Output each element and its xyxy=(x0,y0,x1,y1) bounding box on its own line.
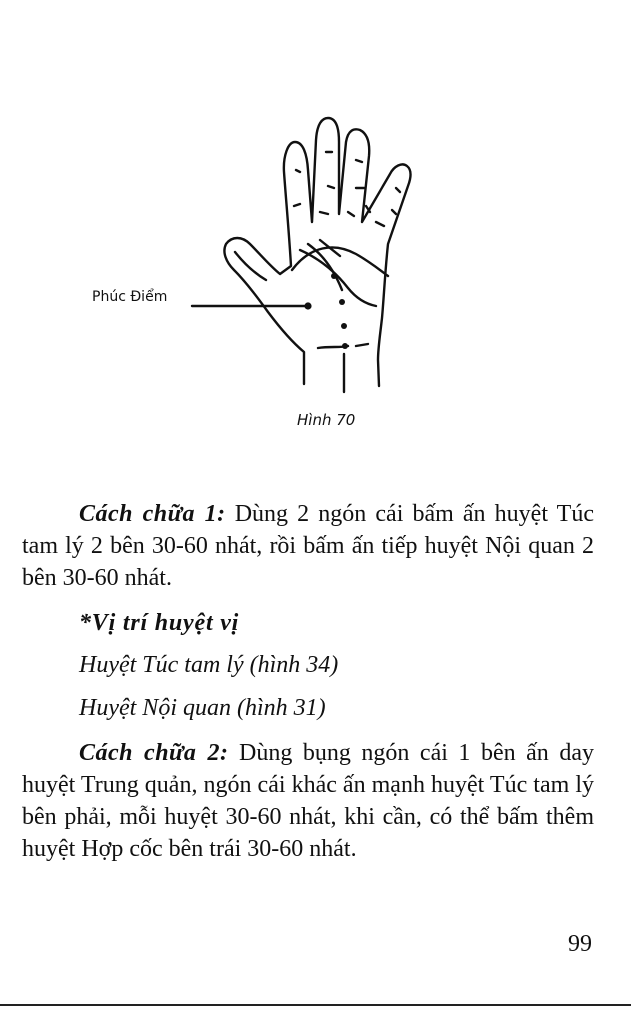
paragraph-2-lead: Cách chữa 2: xyxy=(79,740,229,766)
hand-figure xyxy=(0,0,631,440)
paragraph-1 xyxy=(22,498,594,594)
paragraph-1-text: Dùng 2 ngón cái bấm ấn huyệt Túc tam lý 2 bên 30-60 nhát, rồi bấm ấn tiếp huyệt Nội quan 2 bên 30-60 nhát. xyxy=(22,501,594,591)
acupoint-dot xyxy=(304,302,311,309)
acupoint-dot xyxy=(339,299,345,305)
paragraph-1-lead: Cách chữa 1: xyxy=(79,501,226,527)
acupoint-dot xyxy=(331,273,337,279)
bottom-rule xyxy=(0,1004,631,1006)
page-number: 99 xyxy=(568,931,592,957)
location-line-2: Huyệt Nội quan (hình 31) xyxy=(79,695,326,721)
point-label: Phúc Điểm xyxy=(92,289,168,305)
paragraph-2 xyxy=(22,737,594,865)
figure-caption: Hình 70 xyxy=(297,411,356,429)
acupoint-dot xyxy=(342,343,348,349)
hand-illustration xyxy=(0,0,631,440)
location-heading: *Vị trí huyệt vị xyxy=(79,610,240,636)
paragraph-2-text: Dùng bụng ngón cái 1 bên ấn day huyệt Trung quản, ngón cái khác ấn mạnh huyệt Túc tam lý bên phải, mỗi huyệt 30-60 nhát, khi cần, có thể bấm thêm huyệt Hợp cốc bên trái 30-60 nhát. xyxy=(22,740,594,862)
location-line-1: Huyệt Túc tam lý (hình 34) xyxy=(79,652,339,678)
acupoint-dot xyxy=(341,323,347,329)
